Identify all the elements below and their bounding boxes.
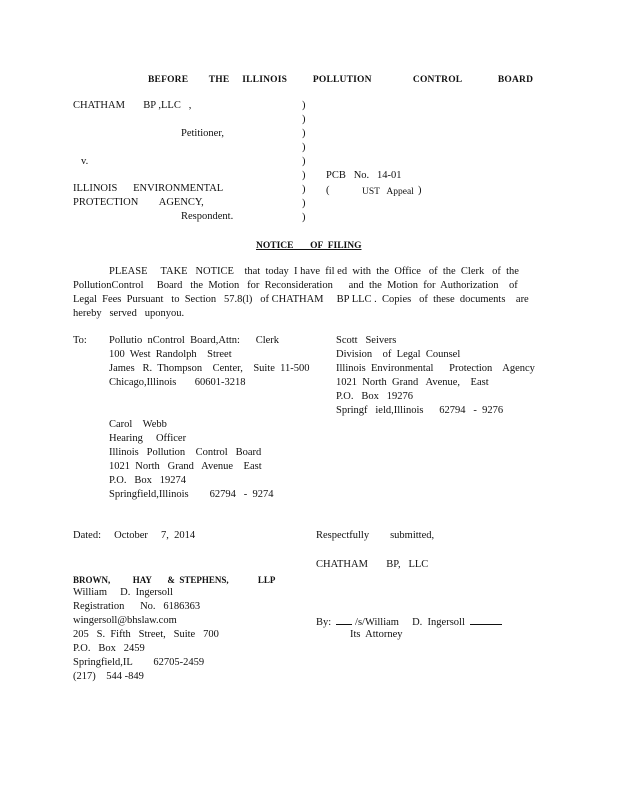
appeal-close-paren: )	[418, 185, 422, 196]
recipient-line: Illinois Pollution Control Board	[109, 447, 262, 458]
recipient-line: Pollutio nControl Board,Attn: Clerk	[109, 335, 280, 346]
board-header: BEFORE THE ILLINOIS POLLUTION CONTROL BOARD	[148, 75, 534, 85]
caption-paren: )	[302, 114, 306, 125]
recipient-line: 1021 North Grand Avenue, East	[336, 377, 489, 388]
recipient-line: James R. Thompson Center, Suite 11-500	[109, 363, 310, 374]
recipient-line: Springf ield,Illinois 62794 - 9276	[336, 405, 504, 416]
signature-rule-right	[470, 614, 502, 625]
caption-paren: )	[302, 128, 306, 139]
recipient-line: 1021 North Grand Avenue East	[109, 461, 262, 472]
caption-paren: )	[302, 184, 306, 195]
recipient-line: Chicago,Illinois 60601-3218	[109, 377, 246, 388]
dated-line: Dated: October 7, 2014	[73, 530, 196, 541]
attorney-email: wingersoll@bhslaw.com	[73, 615, 177, 626]
notice-body-line: hereby served uponyou.	[73, 308, 185, 319]
recipient-line: P.O. Box 19276	[336, 391, 414, 402]
notice-title: NOTICE OF FILING	[256, 241, 362, 251]
recipient-line: Carol Webb	[109, 419, 167, 430]
attorney-line: 205 S. Fifth Street, Suite 700	[73, 629, 219, 640]
attorney-line: Registration No. 6186363	[73, 601, 201, 612]
appeal-open-paren: (	[326, 185, 330, 196]
petitioner-label: Petitioner,	[181, 128, 225, 139]
signature-block	[316, 614, 502, 630]
firm-name: BROWN, HAY & STEPHENS, LLP	[73, 575, 276, 585]
attorney-line: Springfield,IL 62705-2459	[73, 657, 205, 668]
recipient-line: Illinois Environmental Protection Agency	[336, 363, 535, 374]
pcb-number: PCB No. 14-01	[326, 170, 402, 181]
appeal-label: UST Appeal	[362, 187, 414, 197]
client-name: CHATHAM BP, LLC	[316, 559, 429, 570]
respectfully-submitted: Respectfully submitted,	[316, 530, 435, 541]
notice-body-line: PollutionControl Board the Motion for Reconsideration and the Motion for Authorization of	[73, 280, 518, 291]
versus-label: v.	[81, 156, 89, 167]
attorney-line: P.O. Box 2459	[73, 643, 145, 654]
signature-rule-left	[336, 614, 352, 625]
caption-paren: )	[302, 212, 306, 223]
attorney-line: William D. Ingersoll	[73, 587, 173, 598]
respondent-name-line1: ILLINOIS ENVIRONMENTAL	[73, 183, 224, 194]
petitioner-name: CHATHAM BP ,LLC ,	[73, 100, 192, 111]
its-attorney: Its Attorney	[350, 629, 403, 640]
by-label: By:	[316, 617, 332, 628]
notice-body-line: Legal Fees Pursuant to Section 57.8(l) of CHATHAM BP LLC . Copies of these documents are	[73, 294, 529, 305]
respondent-name-line2: PROTECTION AGENCY,	[73, 197, 204, 208]
recipient-line: Hearing Officer	[109, 433, 187, 444]
caption-paren: )	[302, 198, 306, 209]
caption-paren: )	[302, 100, 306, 111]
caption-paren: )	[302, 170, 306, 181]
recipient-line: Springfield,Illinois 62794 - 9274	[109, 489, 274, 500]
recipient-line: P.O. Box 19274	[109, 475, 187, 486]
recipient-line: 100 West Randolph Street	[109, 349, 232, 360]
attorney-line: (217) 544 -849	[73, 671, 144, 682]
recipient-line: Scott Seivers	[336, 335, 397, 346]
signature-text: /s/William D. Ingersoll	[355, 617, 465, 628]
respondent-label: Respondent.	[181, 211, 234, 222]
to-label: To:	[73, 335, 87, 346]
caption-paren: )	[302, 156, 306, 167]
caption-paren: )	[302, 142, 306, 153]
notice-body-line: PLEASE TAKE NOTICE that today I have fil ed with the Office of the Clerk of the	[109, 266, 519, 277]
recipient-line: Division of Legal Counsel	[336, 349, 461, 360]
